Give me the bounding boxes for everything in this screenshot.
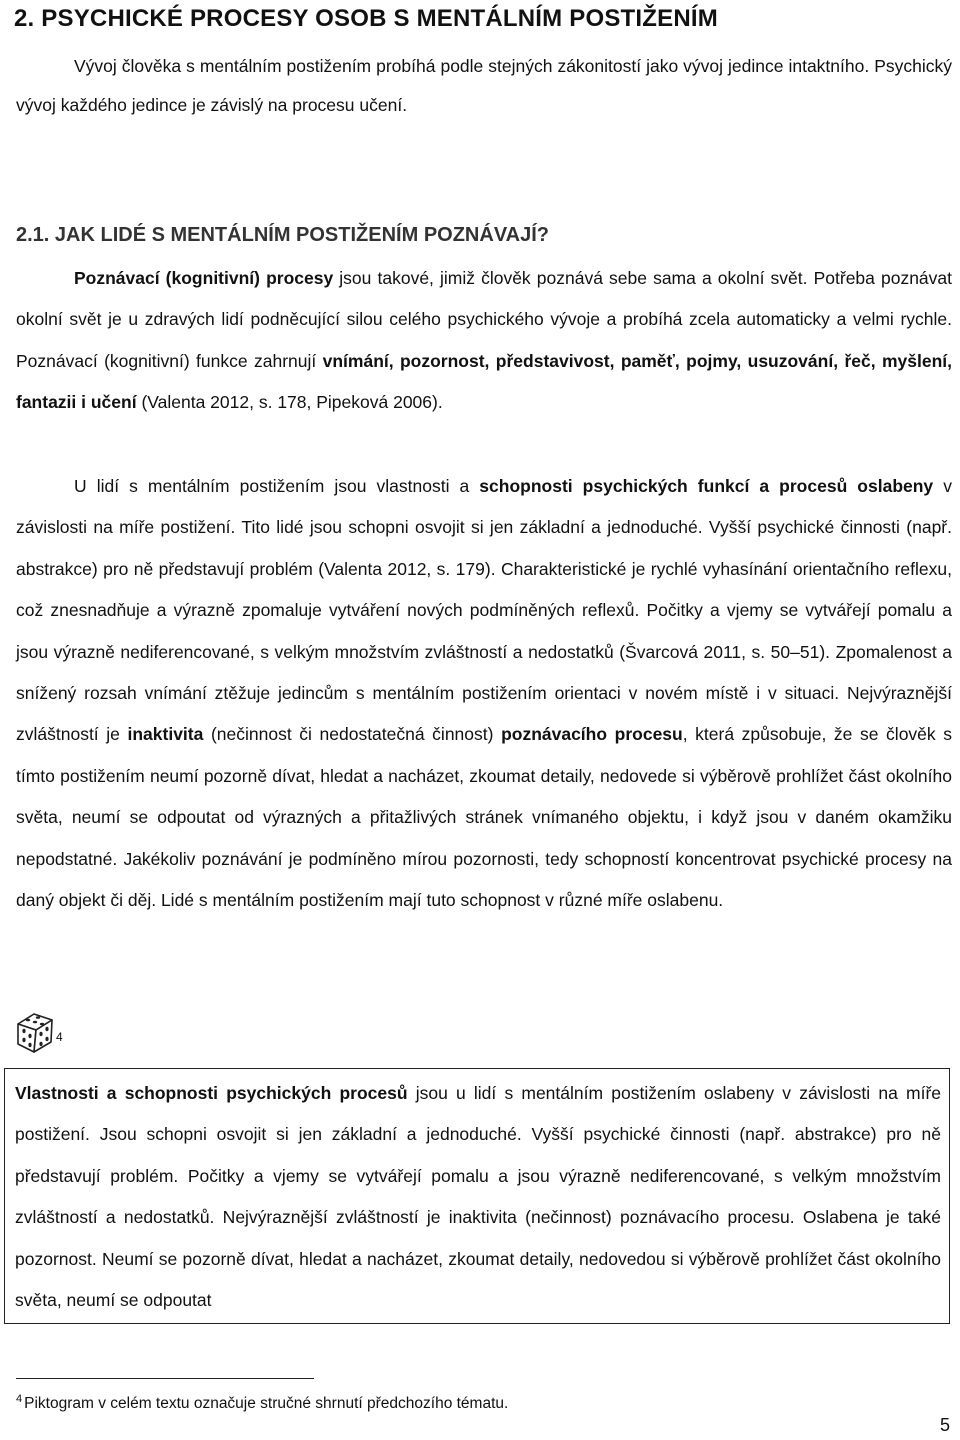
paragraph-text: , která způsobuje, že se člověk s tímto postižením neumí pozorně dívat, hledat a nacházet, zkoumat detaily, nedovede si výběrově prohlížet část okolního světa, neumí se odpoutat od výrazných a přitažlivých stránek vnímaného objektu, i když jsou v daném okamžiku nepodstatné. Jakékoliv poznávání je podmíněno mírou pozornosti, tedy schopností koncentrovat psychické procesy na daný objekt či děj. Lidé s mentálním postižením mají tuto schopnost v různé míře oslabenu.: [16, 724, 953, 911]
footnote-number: 4: [16, 1393, 23, 1405]
bold-term: schopnosti psychických funkcí a procesů oslabeny: [479, 476, 934, 496]
mental-disability-paragraph: [16, 466, 952, 921]
page-number: 5: [939, 1415, 950, 1435]
section-heading: 2.1. JAK LIDÉ S MENTÁLNÍM POSTIŽENÍM POZNÁVAJÍ?: [16, 224, 550, 246]
chapter-heading: 2. PSYCHICKÉ PROCESY OSOB S MENTÁLNÍM POSTIŽENÍM: [14, 5, 718, 32]
footnote: [16, 1388, 916, 1415]
summary-text: [15, 1073, 941, 1321]
bold-term: inaktivita: [127, 724, 204, 745]
intro-paragraph: Vývoj člověka s mentálním postižením probíhá podle stejných zákonitostí jako vývoj jedince intaktního. Psychický vývoj každého jedince je závislý na procesu učení.: [16, 56, 952, 115]
paragraph-text: jsou takové, jimiž člověk poznává sebe sama a okolní svět. Potřeba poznávat okolní svět je u zdravých lidí podněcující silou celého psychického vývoje a probíhá zcela automaticky a velmi rychle. Poznávací (kognitivní) funkce zahrnují: [16, 268, 953, 371]
bold-term: poznávacího procesu: [501, 724, 683, 745]
paragraph-text: v závislosti na míře postižení. Tito lidé jsou schopni osvojit si jen základní a jednoduché. Vyšší psychické činnosti (např. abstrakce) pro ně představují problém (Valenta 2012, s. 179). Charakteristické je rychlé vyhasínání orientačního reflexu, což znesnadňuje a výrazně zpomaluje vytváření nových podmíněných reflexů. Počitky a vjemy se vytvářejí pomalu a jsou výrazně nediferencované, s velkým množstvím zvláštností a nedostatků (Švarcová 2011, s. 50–51). Zpomalenost a snížený rozsah vnímání ztěžuje jedincům s mentálním postižením orientaci v novém místě i v situaci. Nejvýraznější zvláštností je: [16, 476, 952, 745]
paragraph-text: U lidí s mentálním postižením jsou vlastnosti a: [74, 476, 480, 496]
bold-term: Vlastnosti a schopnosti psychických procesů: [15, 1083, 408, 1103]
footnote-reference[interactable]: 4: [56, 1030, 63, 1044]
footnote-separator: [16, 1378, 314, 1379]
dice-icon: [14, 1010, 58, 1056]
footnote-text: Piktogram v celém textu označuje stručné shrnutí předchozího tématu.: [24, 1395, 509, 1412]
summary-body: jsou u lidí s mentálním postižením oslabeny v závislosti na míře postižení. Jsou schopni osvojit si jen základní a jednoduché. Vyšší psychické činnosti (např. abstrakce) pro ně představují problém. Počitky a vjemy se vytvářejí pomalu a jsou výrazně nediferencované, s velkým množstvím zvláštností a nedostatků. Nejvýraznější zvláštností je inaktivita (nečinnost) poznávacího procesu. Oslabena je také pozornost. Neumí se pozorně dívat, hledat a nacházet, zkoumat detaily, nedovedou si výběrově prohlížet část okolního světa, neumí se odpoutat: [15, 1083, 941, 1311]
bold-term: vnímání, pozornost, představivost, paměť, pojmy, usuzování, řeč, myšlení, fantazii i učení: [16, 350, 952, 413]
bold-term: Poznávací (kognitivní) procesy: [74, 268, 334, 288]
paragraph-text: (nečinnost či nedostatečná činnost): [203, 724, 502, 745]
summary-box: [4, 1068, 950, 1324]
paragraph-text: (Valenta 2012, s. 178, Pipeková 2006).: [136, 392, 443, 413]
cognitive-processes-paragraph: [16, 258, 952, 424]
